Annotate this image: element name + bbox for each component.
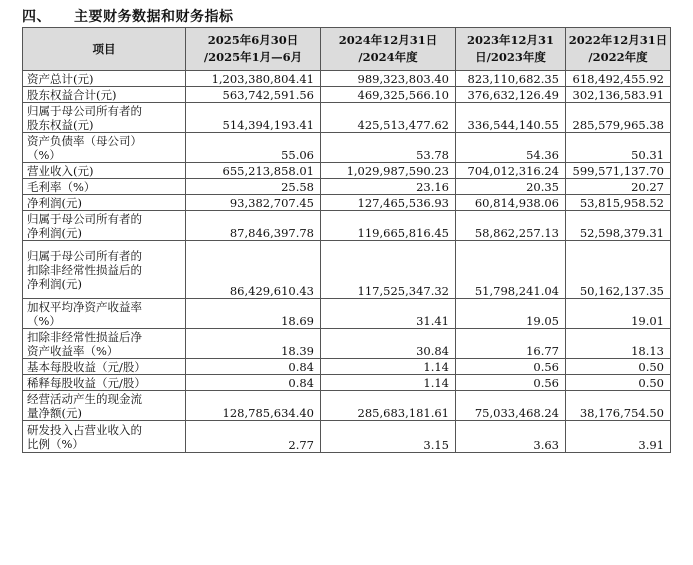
- table-cell: 1,203,380,804.41: [186, 71, 321, 87]
- row-label: 归属于母公司所有者的 净利润(元): [23, 211, 186, 241]
- table-cell: 3.91: [566, 421, 671, 453]
- row-label: 归属于母公司所有者的 股东权益(元): [23, 103, 186, 133]
- row-label: 毛利率（%）: [23, 179, 186, 195]
- header-row: [23, 28, 671, 71]
- table-cell: 23.16: [321, 179, 456, 195]
- financial-data-table: [22, 27, 671, 453]
- row-label: 净利润(元): [23, 195, 186, 211]
- table-cell: 1.14: [321, 375, 456, 391]
- table-cell: 16.77: [456, 329, 566, 359]
- table-cell: 18.39: [186, 329, 321, 359]
- table-cell: 93,382,707.45: [186, 195, 321, 211]
- table-cell: 302,136,583.91: [566, 87, 671, 103]
- table-cell: 127,465,536.93: [321, 195, 456, 211]
- header-2022: 2022年12月31日 /2022年度: [566, 28, 671, 71]
- table-header: [23, 28, 671, 71]
- table-cell: 87,846,397.78: [186, 211, 321, 241]
- table-row: [23, 87, 671, 103]
- table-cell: 31.41: [321, 299, 456, 329]
- table-row: [23, 391, 671, 421]
- table-cell: 128,785,634.40: [186, 391, 321, 421]
- table-cell: 18.13: [566, 329, 671, 359]
- table-cell: 599,571,137.70: [566, 163, 671, 179]
- table-cell: 0.84: [186, 375, 321, 391]
- table-cell: 3.63: [456, 421, 566, 453]
- table-cell: 55.06: [186, 133, 321, 163]
- row-label: 股东权益合计(元): [23, 87, 186, 103]
- table-cell: 54.36: [456, 133, 566, 163]
- table-cell: 0.50: [566, 359, 671, 375]
- table-cell: 19.05: [456, 299, 566, 329]
- table-cell: 655,213,858.01: [186, 163, 321, 179]
- table-cell: 704,012,316.24: [456, 163, 566, 179]
- table-cell: 3.15: [321, 421, 456, 453]
- table-cell: 119,665,816.45: [321, 211, 456, 241]
- table-cell: 1.14: [321, 359, 456, 375]
- table-cell: 20.35: [456, 179, 566, 195]
- table-cell: 75,033,468.24: [456, 391, 566, 421]
- table-cell: 425,513,477.62: [321, 103, 456, 133]
- table-cell: 469,325,566.10: [321, 87, 456, 103]
- table-cell: 50,162,137.35: [566, 241, 671, 299]
- row-label: 扣除非经常性损益后净 资产收益率（%）: [23, 329, 186, 359]
- table-row: [23, 163, 671, 179]
- table-cell: 618,492,455.92: [566, 71, 671, 87]
- table-cell: 53.78: [321, 133, 456, 163]
- table-cell: 53,815,958.52: [566, 195, 671, 211]
- table-cell: 285,683,181.61: [321, 391, 456, 421]
- table-cell: 0.50: [566, 375, 671, 391]
- table-row: [23, 421, 671, 453]
- header-item: 项目: [23, 28, 186, 71]
- table-cell: 2.77: [186, 421, 321, 453]
- table-row: [23, 299, 671, 329]
- row-label: 营业收入(元): [23, 163, 186, 179]
- table-cell: 58,862,257.13: [456, 211, 566, 241]
- table-cell: 1,029,987,590.23: [321, 163, 456, 179]
- table-cell: 117,525,347.32: [321, 241, 456, 299]
- table-cell: 989,323,803.40: [321, 71, 456, 87]
- row-label: 基本每股收益（元/股）: [23, 359, 186, 375]
- table-cell: 30.84: [321, 329, 456, 359]
- table-cell: 86,429,610.43: [186, 241, 321, 299]
- table-row: [23, 71, 671, 87]
- table-row: [23, 103, 671, 133]
- row-label: 经营活动产生的现金流 量净额(元): [23, 391, 186, 421]
- table-cell: 336,544,140.55: [456, 103, 566, 133]
- table-row: [23, 329, 671, 359]
- table-cell: 38,176,754.50: [566, 391, 671, 421]
- header-2023: 2023年12月31 日/2023年度: [456, 28, 566, 71]
- table-row: [23, 375, 671, 391]
- table-cell: 823,110,682.35: [456, 71, 566, 87]
- header-2025-h1: 2025年6月30日 /2025年1月—6月: [186, 28, 321, 71]
- table-cell: 25.58: [186, 179, 321, 195]
- table-row: [23, 359, 671, 375]
- table-cell: 514,394,193.41: [186, 103, 321, 133]
- table-row: [23, 195, 671, 211]
- table-cell: 52,598,379.31: [566, 211, 671, 241]
- table-cell: 60,814,938.06: [456, 195, 566, 211]
- row-label: 资产负债率（母公司） （%）: [23, 133, 186, 163]
- table-cell: 20.27: [566, 179, 671, 195]
- table-cell: 0.84: [186, 359, 321, 375]
- row-label: 资产总计(元): [23, 71, 186, 87]
- row-label: 加权平均净资产收益率 （%）: [23, 299, 186, 329]
- table-cell: 285,579,965.38: [566, 103, 671, 133]
- table-cell: 563,742,591.56: [186, 87, 321, 103]
- table-row: [23, 211, 671, 241]
- section-title: 主要财务数据和财务指标: [74, 9, 234, 25]
- table-cell: 0.56: [456, 375, 566, 391]
- header-2024: 2024年12月31日 /2024年度: [321, 28, 456, 71]
- table-cell: 50.31: [566, 133, 671, 163]
- table-row: [23, 179, 671, 195]
- table-cell: 0.56: [456, 359, 566, 375]
- section-number: 四、: [22, 9, 51, 25]
- table-cell: 376,632,126.49: [456, 87, 566, 103]
- row-label: 稀释每股收益（元/股）: [23, 375, 186, 391]
- section-heading: [22, 6, 234, 26]
- table-body: [23, 71, 671, 453]
- table-cell: 51,798,241.04: [456, 241, 566, 299]
- table-row: [23, 241, 671, 299]
- table-cell: 18.69: [186, 299, 321, 329]
- row-label: 归属于母公司所有者的 扣除非经常性损益后的 净利润(元): [23, 241, 186, 299]
- row-label: 研发投入占营业收入的 比例（%）: [23, 421, 186, 453]
- table-row: [23, 133, 671, 163]
- table-cell: 19.01: [566, 299, 671, 329]
